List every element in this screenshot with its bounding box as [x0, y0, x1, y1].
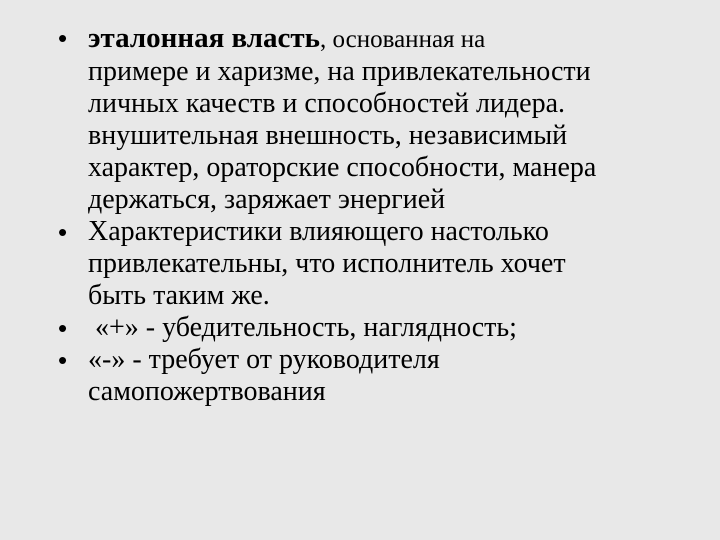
- bullet-item-cons: [58, 344, 698, 408]
- bullet-icon: •: [58, 23, 68, 53]
- line-4: внушительная внешность, независимый: [88, 120, 568, 151]
- line-1: [88, 22, 698, 56]
- bullet-icon: •: [58, 313, 68, 343]
- bullet-item-pros: [58, 312, 698, 344]
- line-2: примере и харизме, на привлекательности: [88, 56, 591, 87]
- bullet-list: [58, 22, 698, 408]
- line-1: «-» - требует от руководителя: [88, 344, 440, 375]
- bullet-item-characteristics: [58, 216, 698, 312]
- term-reference-power: эталонная власть: [88, 22, 321, 54]
- line-3: личных качеств и способностей лидера.: [88, 88, 565, 119]
- line-6: держаться, заряжает энергией: [88, 184, 446, 215]
- line-3: быть таким же.: [88, 280, 270, 311]
- bullet-icon: •: [58, 345, 68, 375]
- line-2: привлекательны, что исполнитель хочет: [88, 248, 566, 279]
- line-5: характер, ораторские способности, манера: [88, 152, 597, 183]
- bullet-item-reference-power: [58, 22, 698, 216]
- term-description: , основанная на: [320, 26, 486, 53]
- bullet-icon: •: [58, 217, 68, 247]
- line-2: самопожертвования: [88, 376, 326, 407]
- line-1: «+» - убедительность, наглядность;: [88, 312, 517, 343]
- line-1: Характеристики влияющего настолько: [88, 216, 549, 247]
